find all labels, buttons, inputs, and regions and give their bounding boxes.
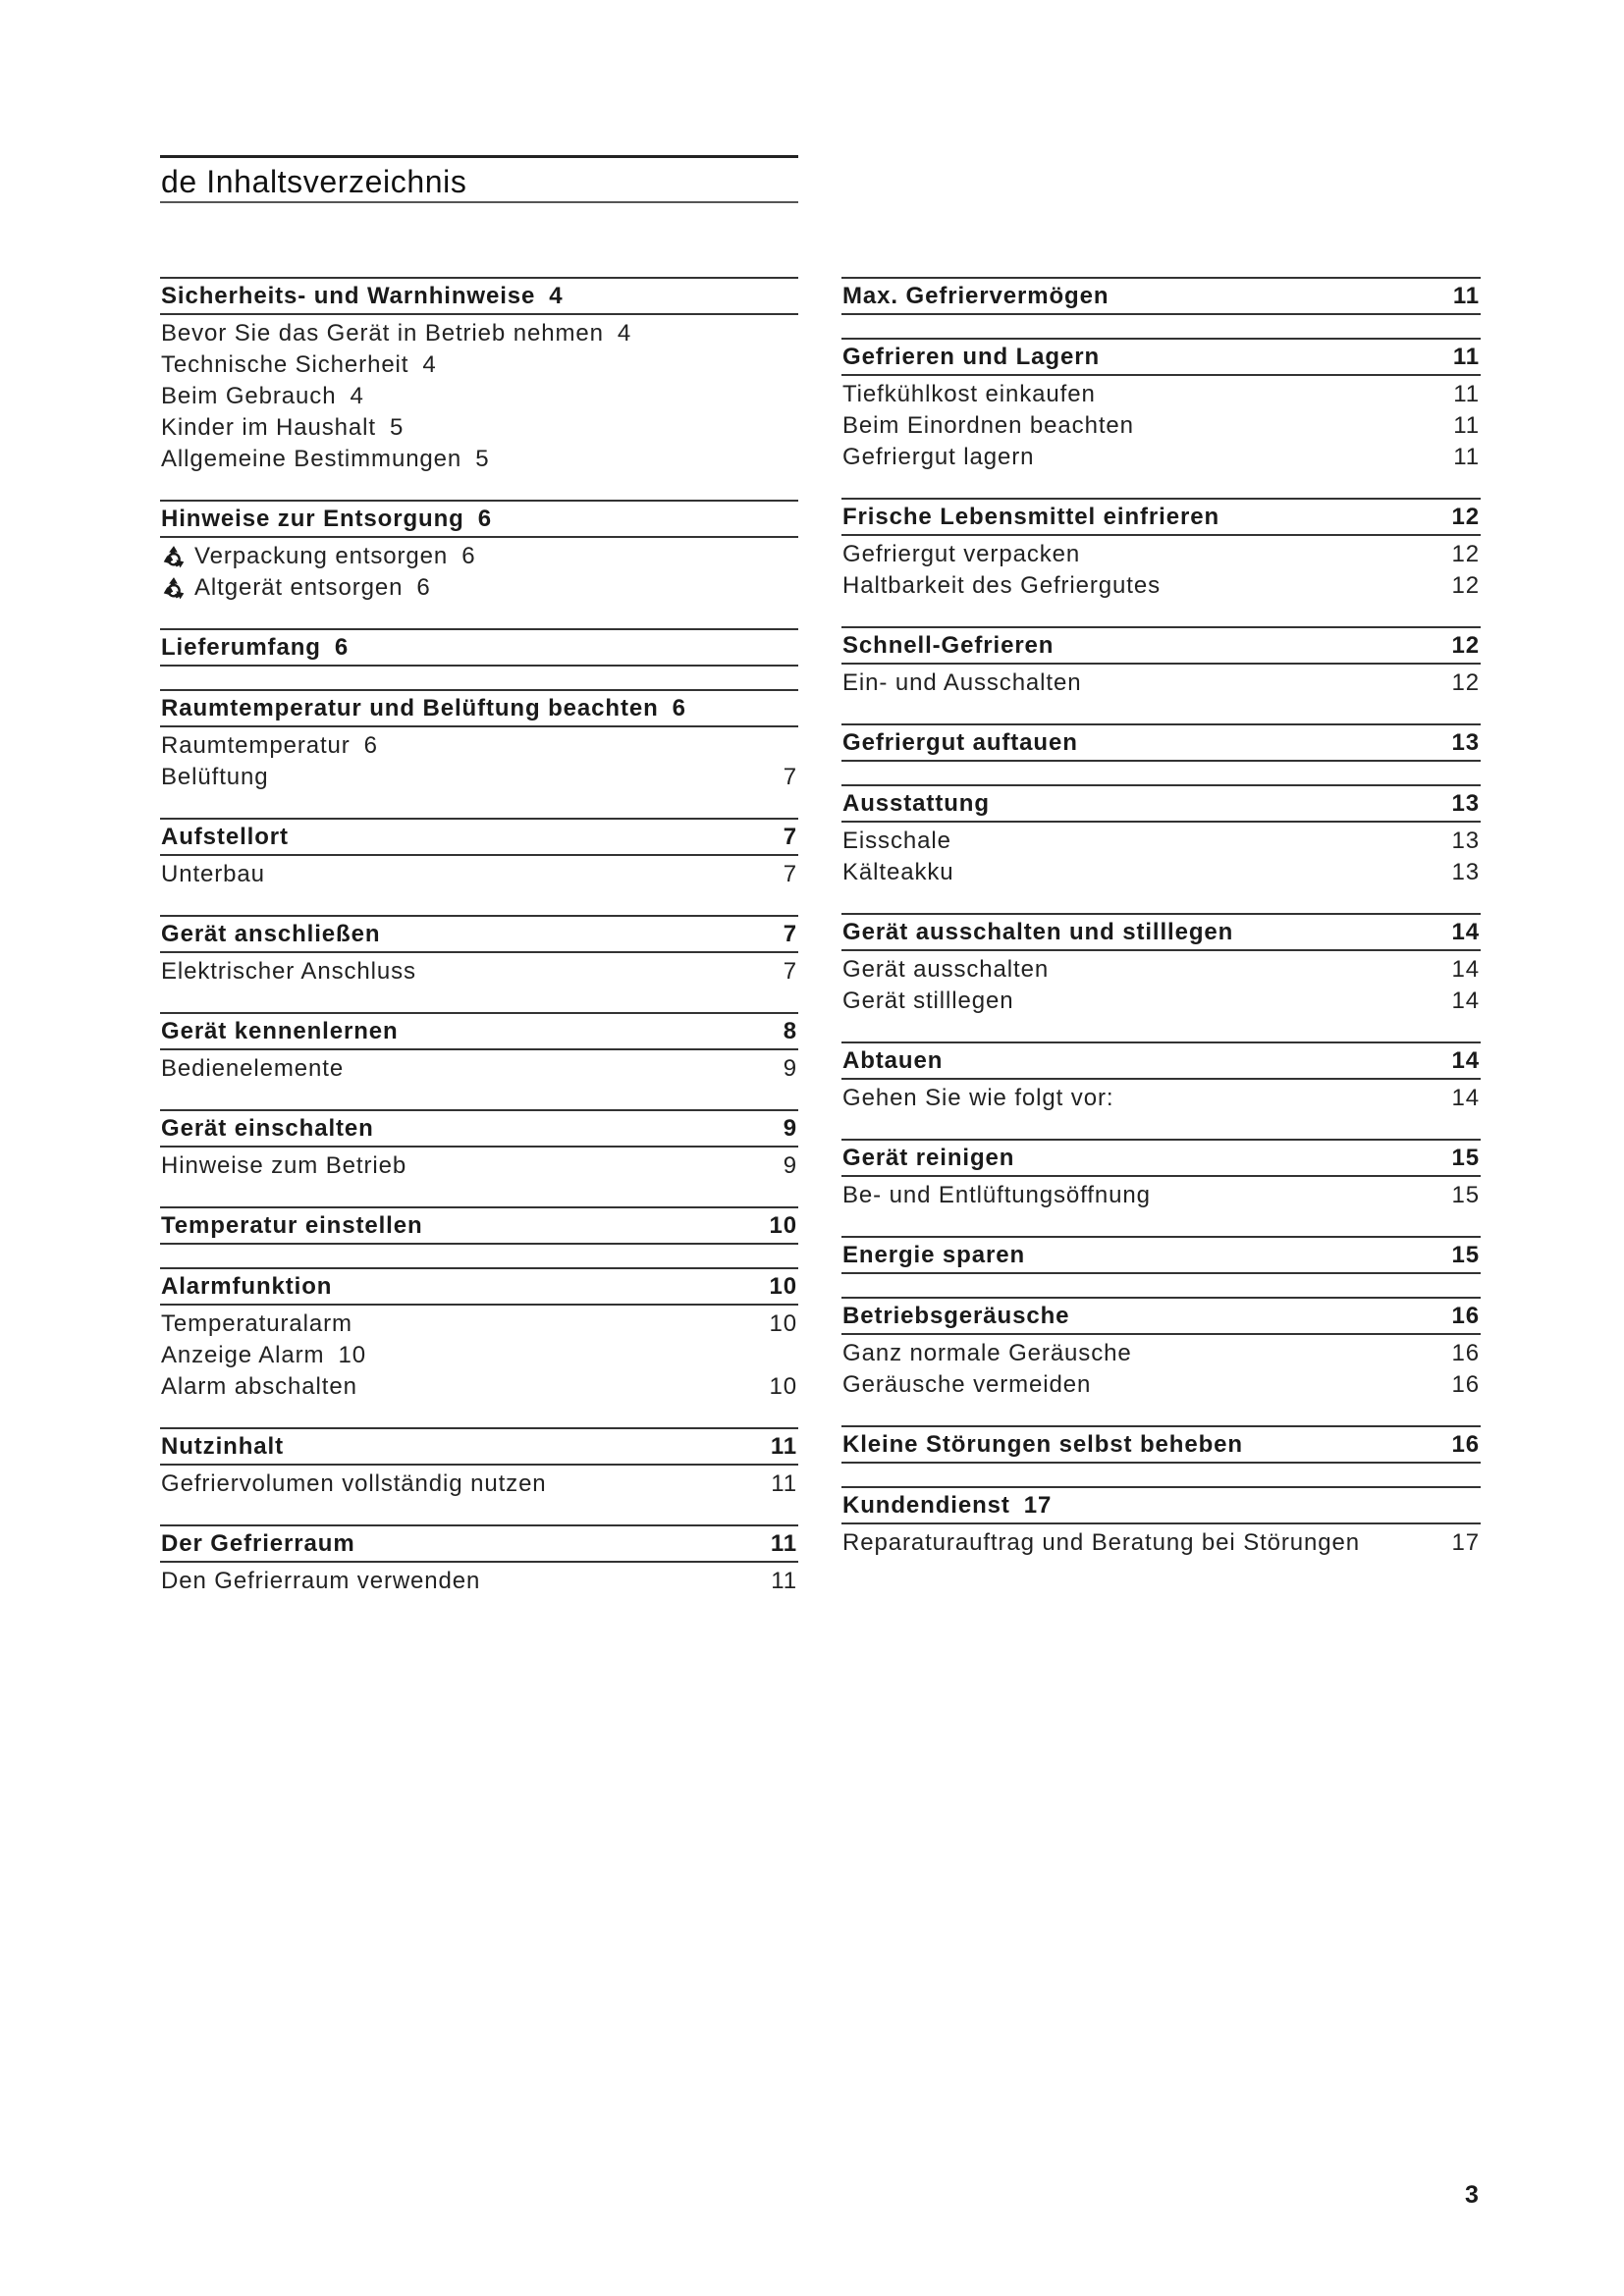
toc-subentry-list — [160, 538, 798, 604]
section-page-number: 10 — [769, 1273, 797, 1300]
toc-left-column — [160, 277, 798, 1622]
entry-page-number: 17 — [1451, 1529, 1480, 1556]
section-page-number: 14 — [1451, 1047, 1480, 1074]
section-page-number: 6 — [672, 695, 686, 721]
entry-page-number: 14 — [1451, 1085, 1480, 1111]
entry-label: Gehen Sie wie folgt vor: — [842, 1085, 1114, 1111]
toc-entry[interactable] — [841, 857, 1481, 888]
toc-entry[interactable] — [160, 1308, 798, 1340]
toc-entry[interactable] — [841, 410, 1481, 442]
page-header — [160, 155, 798, 203]
entry-label: Tiefkühlkost einkaufen — [842, 381, 1096, 407]
toc-section — [841, 498, 1481, 602]
toc-section — [841, 1486, 1481, 1559]
toc-section-heading[interactable] — [160, 1269, 798, 1306]
entry-label: Be- und Entlüftungsöffnung — [842, 1182, 1151, 1208]
section-title: Gefriergut auftauen — [842, 729, 1078, 756]
entry-label: Eisschale — [842, 828, 951, 854]
entry-label: Gerät ausschalten — [842, 956, 1050, 983]
entry-label: Technische Sicherheit — [161, 351, 409, 378]
toc-entry[interactable] — [160, 730, 798, 762]
toc-section — [160, 1109, 798, 1182]
toc-subentry-list — [841, 951, 1481, 1017]
toc-subentry-list — [841, 823, 1481, 888]
entry-label: Gefriervolumen vollständig nutzen — [161, 1470, 547, 1497]
toc-entry[interactable] — [160, 1340, 798, 1371]
entry-label: Altgerät entsorgen — [194, 574, 404, 601]
section-page-number: 16 — [1451, 1431, 1480, 1458]
section-page-number: 15 — [1451, 1145, 1480, 1171]
toc-section-heading[interactable] — [841, 725, 1481, 762]
section-page-number: 7 — [783, 824, 797, 850]
toc-entry[interactable] — [841, 986, 1481, 1017]
toc-section — [841, 1236, 1481, 1274]
toc-entry[interactable] — [841, 954, 1481, 986]
toc-right-column — [841, 277, 1481, 1583]
entry-label: Gefriergut verpacken — [842, 541, 1081, 567]
toc-section-heading[interactable] — [160, 1526, 798, 1563]
section-page-number: 12 — [1451, 632, 1480, 659]
toc-section — [841, 913, 1481, 1017]
toc-subentry-list — [841, 1335, 1481, 1401]
section-title: Frische Lebensmittel einfrieren — [842, 504, 1220, 530]
entry-label: Anzeige Alarm — [161, 1342, 325, 1368]
toc-subentry-list — [160, 856, 798, 890]
entry-label: Alarm abschalten — [161, 1373, 357, 1400]
section-title: Raumtemperatur und Belüftung beachten — [161, 695, 659, 721]
entry-label: Ein- und Ausschalten — [842, 669, 1082, 696]
entry-label: Raumtemperatur — [161, 732, 351, 759]
entry-page-number: 4 — [422, 351, 437, 378]
section-page-number: 13 — [1451, 729, 1480, 756]
toc-section — [841, 338, 1481, 473]
toc-section — [841, 1139, 1481, 1211]
toc-entry[interactable] — [160, 318, 798, 349]
entry-page-number: 12 — [1451, 572, 1480, 599]
section-title: Betriebsgeräusche — [842, 1303, 1070, 1329]
toc-section-heading[interactable] — [160, 630, 798, 667]
toc-entry[interactable] — [160, 412, 798, 444]
entry-page-number: 4 — [617, 320, 632, 347]
toc-section — [160, 1206, 798, 1245]
section-page-number: 4 — [549, 283, 564, 309]
toc-section-heading[interactable] — [841, 1043, 1481, 1080]
toc-section — [841, 784, 1481, 888]
toc-entry[interactable] — [160, 1566, 798, 1597]
toc-entry[interactable] — [160, 1053, 798, 1085]
entry-label: Bedienelemente — [161, 1055, 345, 1082]
entry-page-number: 6 — [461, 543, 476, 569]
entry-page-number: 11 — [1453, 444, 1480, 470]
section-page-number: 11 — [1452, 344, 1480, 370]
toc-section-heading[interactable] — [160, 279, 798, 315]
toc-section-heading[interactable] — [841, 628, 1481, 665]
toc-section-heading[interactable] — [841, 1427, 1481, 1464]
section-title: Kundendienst — [842, 1492, 1010, 1519]
entry-page-number: 13 — [1451, 859, 1480, 885]
section-title: Gefrieren und Lagern — [842, 344, 1101, 370]
entry-page-number: 11 — [771, 1470, 797, 1497]
toc-section-heading[interactable] — [160, 820, 798, 856]
toc-entry[interactable] — [841, 570, 1481, 602]
entry-page-number: 13 — [1451, 828, 1480, 854]
toc-subentry-list — [160, 1466, 798, 1500]
toc-entry[interactable] — [841, 539, 1481, 570]
toc-subentry-list — [841, 376, 1481, 473]
section-title: Aufstellort — [161, 824, 289, 850]
entry-label: Geräusche vermeiden — [842, 1371, 1092, 1398]
toc-section — [160, 1524, 798, 1597]
section-page-number: 9 — [783, 1115, 797, 1142]
toc-section — [160, 818, 798, 890]
entry-page-number: 10 — [338, 1342, 366, 1368]
section-page-number: 14 — [1451, 919, 1480, 945]
entry-page-number: 7 — [783, 764, 797, 790]
toc-entry[interactable] — [841, 1083, 1481, 1114]
toc-section-heading[interactable] — [841, 1238, 1481, 1274]
section-title: Lieferumfang — [161, 634, 321, 661]
toc-subentry-list — [160, 315, 798, 475]
section-title: Gerät einschalten — [161, 1115, 374, 1142]
section-title: Gerät reinigen — [842, 1145, 1015, 1171]
toc-section — [841, 1297, 1481, 1401]
toc-section-heading[interactable] — [160, 1208, 798, 1245]
toc-section — [841, 1041, 1481, 1114]
toc-section-heading[interactable] — [160, 1429, 798, 1466]
entry-page-number: 5 — [475, 446, 490, 472]
toc-section — [841, 277, 1481, 315]
entry-page-number: 4 — [350, 383, 364, 409]
toc-entry[interactable] — [160, 572, 798, 604]
toc-entry[interactable] — [160, 349, 798, 381]
toc-section — [841, 723, 1481, 762]
toc-section — [841, 1425, 1481, 1464]
entry-page-number: 5 — [389, 414, 405, 441]
page-title: de Inhaltsverzeichnis — [161, 164, 467, 199]
toc-section-heading[interactable] — [841, 340, 1481, 376]
entry-label: Belüftung — [161, 764, 269, 790]
toc-subentry-list — [160, 1563, 798, 1597]
entry-page-number: 15 — [1451, 1182, 1480, 1208]
entry-page-number: 11 — [1453, 412, 1480, 439]
toc-entry[interactable] — [160, 541, 798, 572]
entry-page-number: 16 — [1451, 1340, 1480, 1366]
toc-subentry-list — [160, 1306, 798, 1403]
entry-page-number: 7 — [783, 958, 797, 985]
section-page-number: 6 — [334, 634, 350, 661]
toc-entry[interactable] — [160, 762, 798, 793]
section-page-number: 11 — [770, 1433, 797, 1460]
section-page-number: 13 — [1451, 790, 1480, 817]
section-page-number: 11 — [1452, 283, 1480, 309]
toc-entry[interactable] — [160, 956, 798, 988]
entry-label: Verpackung entsorgen — [194, 543, 449, 569]
entry-page-number: 6 — [416, 574, 431, 601]
section-title: Gerät anschließen — [161, 921, 381, 947]
toc-entry[interactable] — [841, 1338, 1481, 1369]
toc-subentry-list — [160, 1148, 798, 1182]
section-title: Hinweise zur Entsorgung — [161, 506, 464, 532]
section-title: Der Gefrierraum — [161, 1530, 355, 1557]
page-number: 3 — [1465, 2181, 1479, 2209]
toc-section-heading[interactable] — [841, 1488, 1481, 1524]
toc-entry[interactable] — [160, 444, 798, 475]
section-title: Sicherheits- und Warnhinweise — [161, 283, 536, 309]
entry-page-number: 11 — [771, 1568, 797, 1594]
toc-entry[interactable] — [841, 826, 1481, 857]
section-title: Nutzinhalt — [161, 1433, 284, 1460]
entry-page-number: 6 — [363, 732, 378, 759]
section-page-number: 15 — [1451, 1242, 1480, 1268]
section-page-number: 7 — [783, 921, 797, 947]
entry-label: Hinweise zum Betrieb — [161, 1152, 407, 1179]
toc-subentry-list — [841, 665, 1481, 699]
toc-section-heading[interactable] — [160, 1111, 798, 1148]
toc-section-heading[interactable] — [160, 691, 798, 727]
toc-section-heading[interactable] — [160, 917, 798, 953]
toc-entry[interactable] — [160, 1371, 798, 1403]
entry-label: Elektrischer Anschluss — [161, 958, 416, 985]
entry-label: Unterbau — [161, 861, 265, 887]
toc-subentry-list — [160, 953, 798, 988]
toc-entry[interactable] — [841, 667, 1481, 699]
toc-section — [160, 1012, 798, 1085]
toc-entry[interactable] — [841, 1527, 1481, 1559]
toc-entry[interactable] — [841, 1369, 1481, 1401]
section-title: Gerät kennenlernen — [161, 1018, 399, 1044]
section-page-number: 12 — [1451, 504, 1480, 530]
entry-label: Ganz normale Geräusche — [842, 1340, 1132, 1366]
toc-section — [160, 1267, 798, 1403]
toc-subentry-list — [160, 727, 798, 793]
entry-label: Gefriergut lagern — [842, 444, 1035, 470]
entry-page-number: 16 — [1451, 1371, 1480, 1398]
entry-label: Temperaturalarm — [161, 1310, 352, 1337]
section-page-number: 17 — [1023, 1492, 1053, 1519]
entry-label: Bevor Sie das Gerät in Betrieb nehmen — [161, 320, 604, 347]
section-page-number: 10 — [769, 1212, 797, 1239]
entry-page-number: 14 — [1451, 956, 1480, 983]
toc-subentry-list — [841, 1524, 1481, 1559]
toc-section — [160, 277, 798, 475]
toc-subentry-list — [841, 536, 1481, 602]
entry-page-number: 10 — [769, 1373, 797, 1400]
toc-entry[interactable] — [160, 381, 798, 412]
entry-label: Den Gefrierraum verwenden — [161, 1568, 481, 1594]
entry-page-number: 9 — [783, 1152, 797, 1179]
entry-label: Beim Einordnen beachten — [842, 412, 1134, 439]
toc-section — [160, 1427, 798, 1500]
entry-page-number: 12 — [1451, 669, 1480, 696]
toc-subentry-list — [160, 1050, 798, 1085]
section-title: Temperatur einstellen — [161, 1212, 423, 1239]
entry-label: Haltbarkeit des Gefriergutes — [842, 572, 1162, 599]
toc-entry[interactable] — [160, 859, 798, 890]
toc-entry[interactable] — [160, 1468, 798, 1500]
entry-label: Gerät stilllegen — [842, 988, 1014, 1014]
entry-label: Allgemeine Bestimmungen — [161, 446, 462, 472]
entry-label: Beim Gebrauch — [161, 383, 337, 409]
toc-section — [160, 915, 798, 988]
entry-page-number: 10 — [769, 1310, 797, 1337]
section-title: Schnell-Gefrieren — [842, 632, 1055, 659]
section-title: Gerät ausschalten und stilllegen — [842, 919, 1234, 945]
entry-label: Kinder im Haushalt — [161, 414, 376, 441]
toc-section-heading[interactable] — [841, 1299, 1481, 1335]
section-title: Kleine Störungen selbst beheben — [842, 1431, 1243, 1458]
section-title: Max. Gefriervermögen — [842, 283, 1110, 309]
entry-page-number: 12 — [1451, 541, 1480, 567]
entry-page-number: 11 — [1453, 381, 1480, 407]
toc-section — [160, 628, 798, 667]
section-page-number: 11 — [770, 1530, 797, 1557]
toc-section-heading[interactable] — [160, 1014, 798, 1050]
toc-entry[interactable] — [841, 1180, 1481, 1211]
toc-section-heading[interactable] — [841, 915, 1481, 951]
toc-section-heading[interactable] — [841, 500, 1481, 536]
entry-page-number: 14 — [1451, 988, 1480, 1014]
section-title: Ausstattung — [842, 790, 990, 817]
section-title: Abtauen — [842, 1047, 944, 1074]
section-title: Alarmfunktion — [161, 1273, 333, 1300]
section-page-number: 8 — [783, 1018, 797, 1044]
entry-page-number: 9 — [783, 1055, 797, 1082]
toc-subentry-list — [841, 1177, 1481, 1211]
toc-section-heading[interactable] — [841, 279, 1481, 315]
recycle-icon — [161, 575, 187, 601]
recycle-icon — [161, 544, 187, 569]
toc-entry[interactable] — [841, 442, 1481, 473]
entry-page-number: 7 — [783, 861, 797, 887]
toc-entry[interactable] — [841, 379, 1481, 410]
entry-label: Kälteakku — [842, 859, 954, 885]
section-page-number: 16 — [1451, 1303, 1480, 1329]
toc-section — [160, 500, 798, 604]
toc-subentry-list — [841, 1080, 1481, 1114]
toc-section-heading[interactable] — [160, 502, 798, 538]
toc-section — [841, 626, 1481, 699]
entry-label: Reparaturauftrag und Beratung bei Störungen — [842, 1529, 1361, 1556]
toc-entry[interactable] — [160, 1150, 798, 1182]
section-title: Energie sparen — [842, 1242, 1026, 1268]
section-page-number: 6 — [477, 506, 492, 532]
toc-section-heading[interactable] — [841, 786, 1481, 823]
toc-section-heading[interactable] — [841, 1141, 1481, 1177]
toc-section — [160, 689, 798, 793]
